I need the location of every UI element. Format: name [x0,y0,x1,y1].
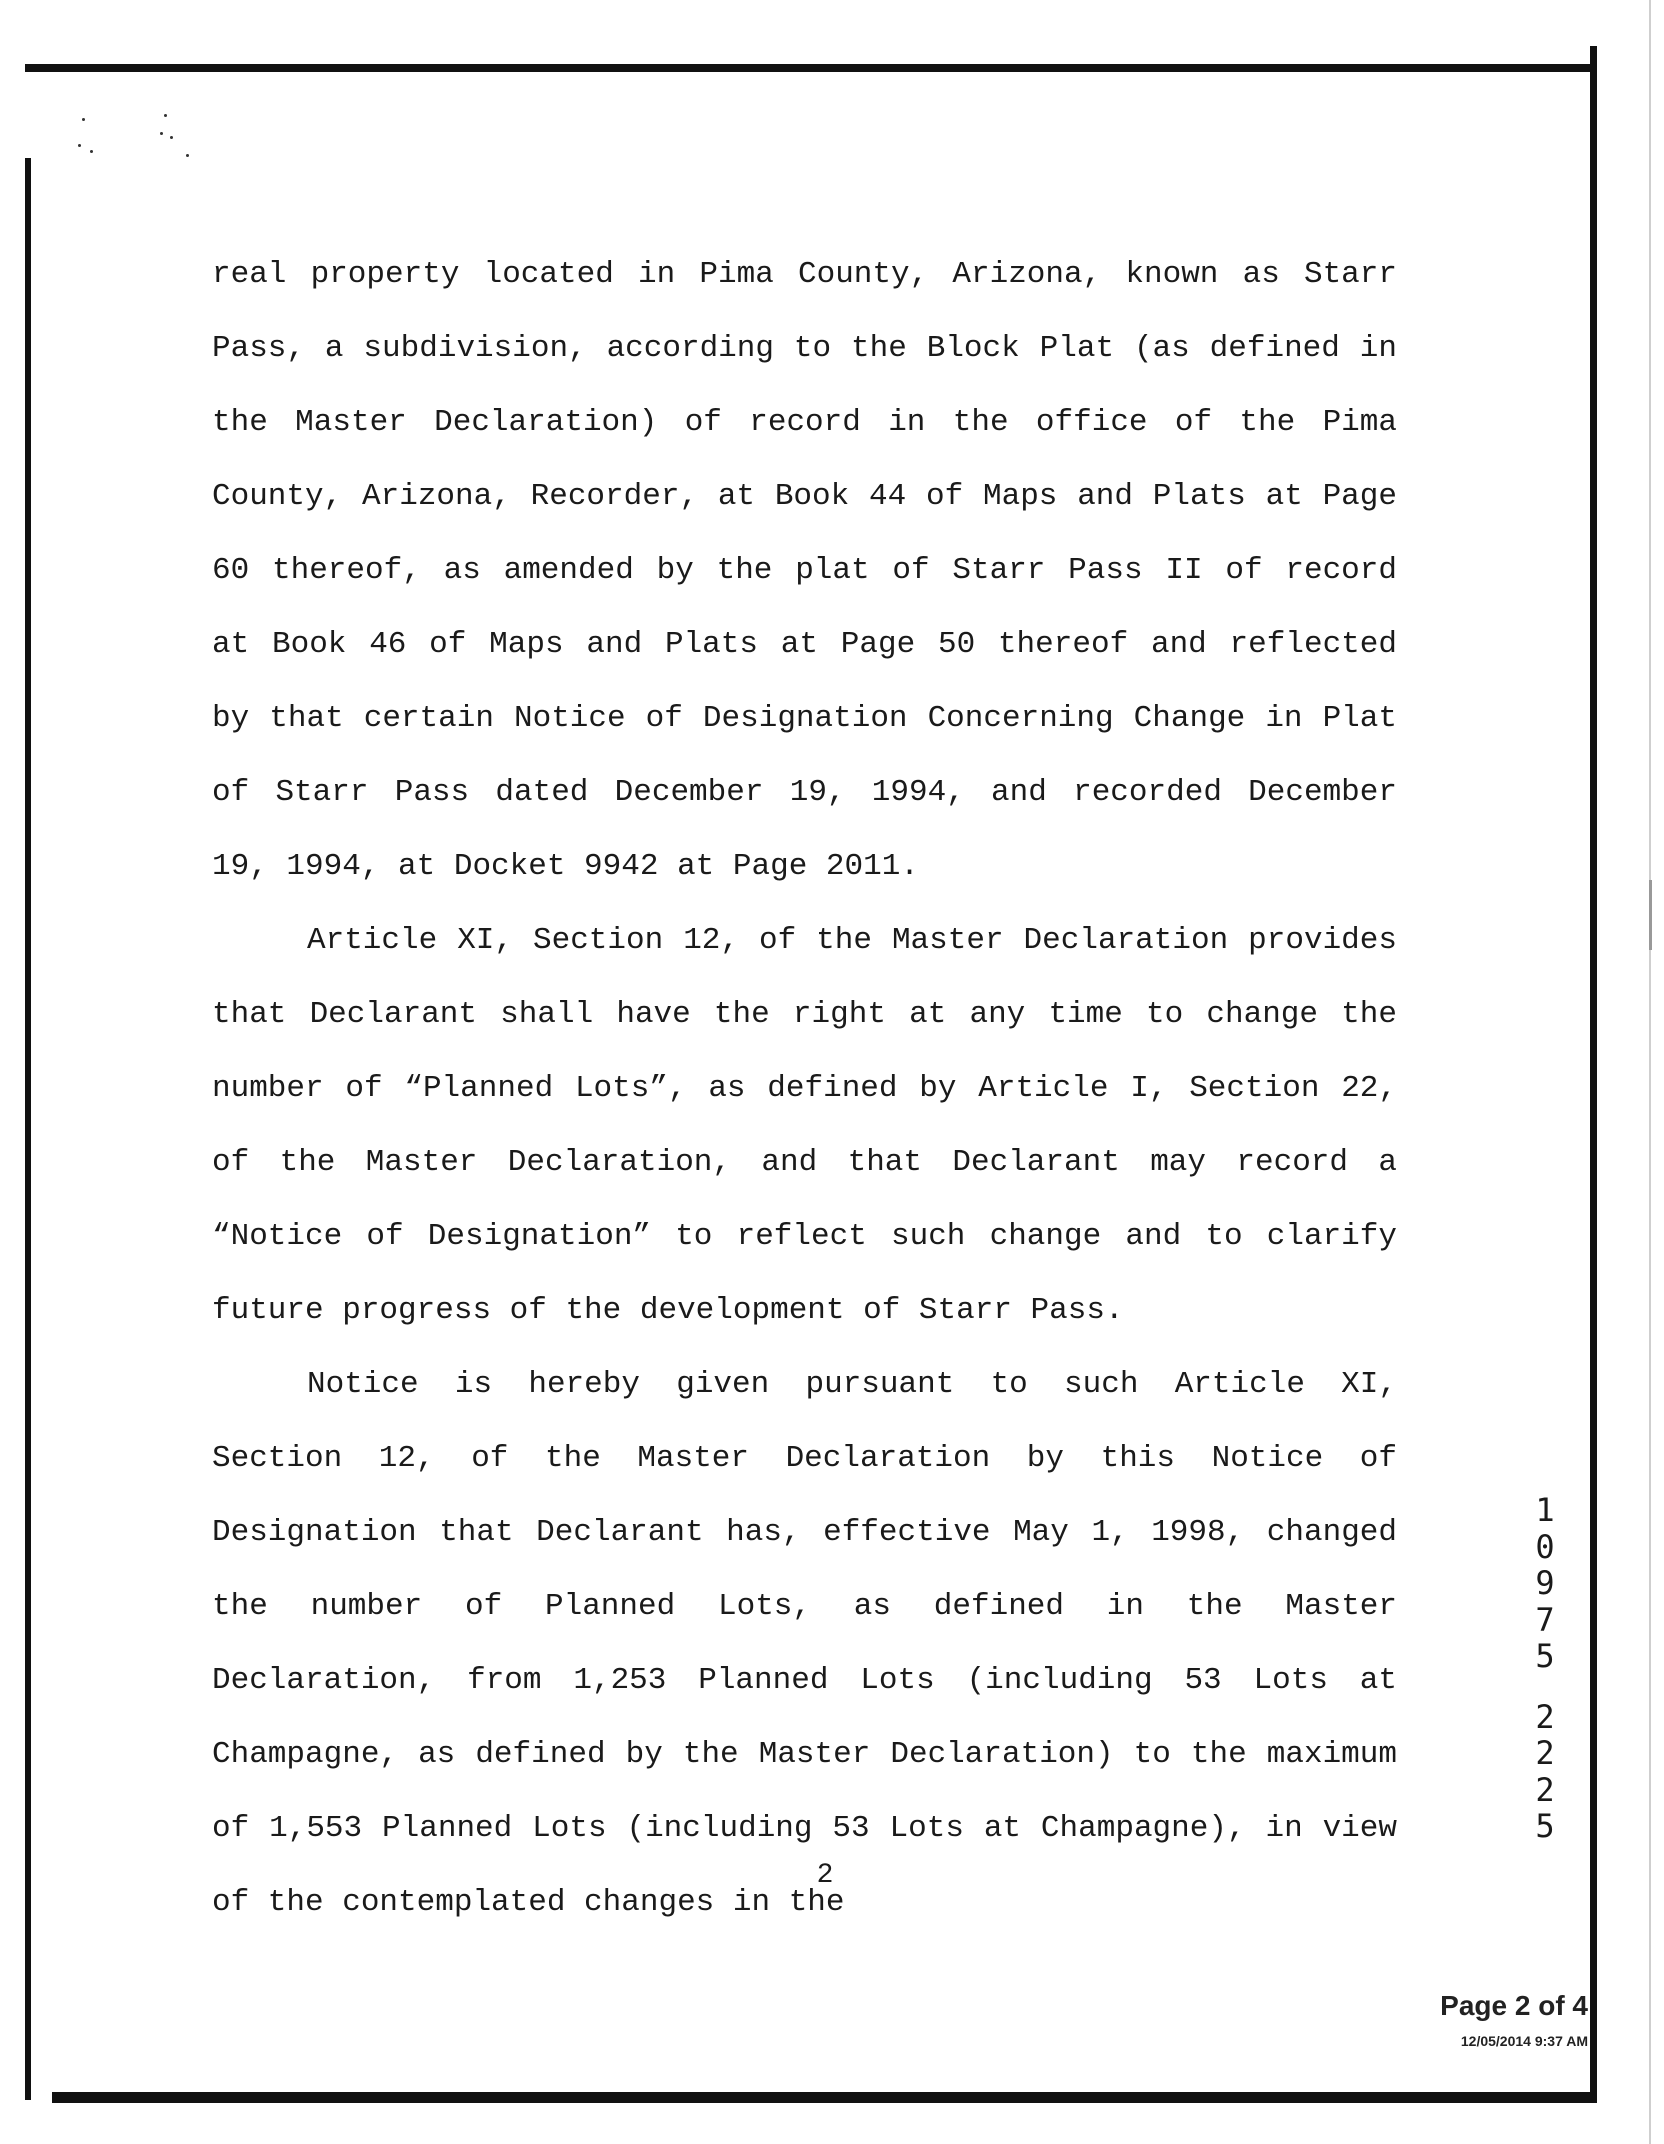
page-stamp-digit: 2 [1535,1770,1555,1809]
scan-specks [78,110,208,170]
document-body [212,238,1397,1940]
footer-timestamp: 12/05/2014 9:37 AM [1460,2033,1588,2049]
scan-edge-line [1649,0,1651,2144]
docket-stamp-gap [1527,1675,1563,1699]
paragraph-article-xi: Article XI, Section 12, of the Master Declaration provides that Declarant shall have the right at any time to change the number of “Planned Lots”, as defined by Article I, Section 22, of the Master Declaration, and that Declarant may record a “Notice of Designation” to reflect such change and to clarify future progress of the development of Starr Pass. [212,923,1397,1328]
page-border-top [25,64,1597,72]
docket-stamp-digit: 7 [1535,1600,1555,1639]
docket-stamp-digit: 1 [1535,1491,1555,1529]
footer-page-label: Page 2 of 4 [1440,1990,1588,2021]
docket-stamp-digit: 5 [1535,1637,1555,1675]
paragraph-property-description: real property located in Pima County, Arizona, known as Starr Pass, a subdivision, according to the Block Plat (as defined in the Master Declaration) of record in the office of the Pima County, Arizona, Recorder, at Book 44 of Maps and Plats at Page 60 thereof, as amended by the plat of Starr Pass II of record at Book 46 of Maps and Plats at Page 50 thereof and reflected by that certain Notice of Designation Concerning Change in Plat of Starr Pass dated December 19, 1994, and recorded December 19, 1994, at Docket 9942 at Page 2011. [212,257,1397,884]
page-stamp-digit: 2 [1535,1697,1555,1736]
docket-stamp-digit: 0 [1535,1527,1555,1566]
page-number: 2 [816,1860,834,1891]
page-stamp-digit: 2 [1535,1734,1555,1772]
docket-stamp [1527,1492,1563,1845]
page-border-right [1590,46,1597,2100]
page-stamp-digit: 5 [1535,1807,1555,1845]
page-border-bottom [52,2092,1597,2103]
scan-edge-mark [1649,880,1652,950]
page-border-left [25,158,31,2100]
docket-stamp-digit: 9 [1535,1564,1555,1602]
paragraph-notice: Notice is hereby given pursuant to such Article XI, Section 12, of the Master Declaration by this Notice of Designation that Declarant has, effective May 1, 1998, changed the number of Planned Lots, as defined in the Master Declaration, from 1,253 Planned Lots (including 53 Lots at Champagne, as defined by the Master Declaration) to the maximum of 1,553 Planned Lots (including 53 Lots at Champagne), in view of the contemplated changes in the [212,1367,1397,1920]
